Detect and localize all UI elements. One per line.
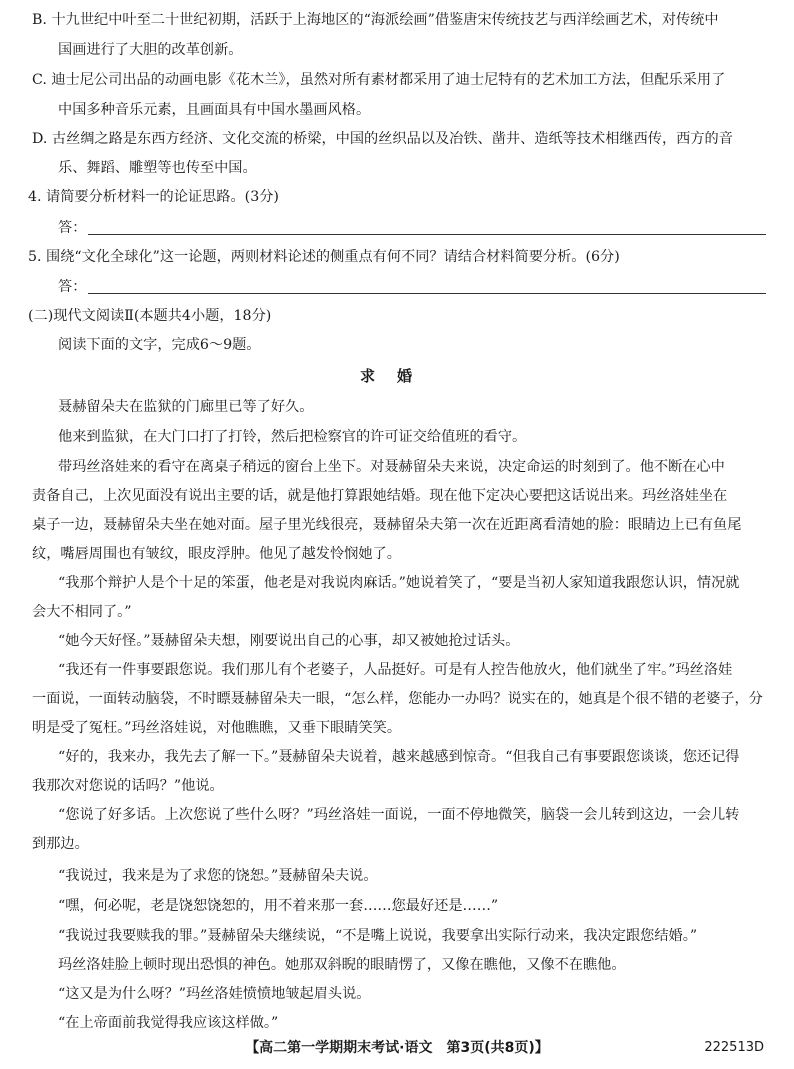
story-line: 他来到监狱，在大门口打了打铃，然后把检察官的许可证交给值班的看守。 <box>58 429 527 445</box>
section-heading: (二)现代文阅读Ⅱ(本题共4小题，18分) <box>28 308 272 324</box>
answer-label: 答： <box>58 279 87 295</box>
answer-rule <box>88 293 766 294</box>
answer-line-q5[interactable] <box>58 277 766 297</box>
option-d-line-1: D. 古丝绸之路是东西方经济、文化交流的桥梁，中国的丝织品以及冶铁、凿井、造纸等技术相继西传，西方的音 <box>32 131 733 147</box>
question-5: 5. 围绕“文化全球化”这一论题，两则材料论述的侧重点有何不同？请结合材料简要分析。(6分) <box>28 249 620 265</box>
question-4: 4. 请简要分析材料一的论证思路。(3分) <box>28 189 279 205</box>
story-line: 一面说，一面转动脑袋，不时瞟聂赫留朵夫一眼，“怎么样，您能办一办吗？说实在的，她真是个很不错的老婆子，分 <box>32 691 763 707</box>
story-line: 玛丝洛娃脸上顿时现出恐惧的神色。她那双斜睨的眼睛愣了，又像在瞧他，又像不在瞧他。 <box>58 957 626 973</box>
story-line: 聂赫留朵夫在监狱的门廊里已等了好久。 <box>58 399 314 415</box>
story-line: 桌子一边，聂赫留朵夫坐在她对面。屋子里光线很亮，聂赫留朵夫第一次在近距离看清她的脸：眼睛边上已有鱼尾 <box>32 517 742 533</box>
story-line: 到那边。 <box>32 836 89 852</box>
story-line: “好的，我来办，我先去了解一下。”聂赫留朵夫说着，越来越感到惊奇。“但我自己有事要跟您谈谈，您还记得 <box>58 749 740 765</box>
answer-line-q4[interactable] <box>58 218 766 238</box>
story-title: 求婚 <box>359 367 434 385</box>
story-line: “在上帝面前我觉得我应该这样做。” <box>58 1015 279 1031</box>
story-line: 纹，嘴唇周围也有皱纹，眼皮浮肿。他见了越发怜悯她了。 <box>32 546 401 562</box>
story-line: “嘿，何必呢，老是饶恕饶恕的，用不着来那一套……您最好还是……” <box>58 898 499 914</box>
story-line: “您说了好多话。上次您说了些什么呀？”玛丝洛娃一面说，一面不停地微笑，脑袋一会儿转到这边，一会儿转 <box>58 807 740 823</box>
story-line: “我还有一件事要跟您说。我们那儿有个老婆子，人品挺好。可是有人控告他放火，他们就坐了牢。”玛丝洛娃 <box>58 662 733 678</box>
answer-label: 答： <box>58 220 87 236</box>
option-d-line-2: 乐、舞蹈、雕塑等也传至中国。 <box>58 160 257 176</box>
option-b-line-2: 国画进行了大胆的改革创新。 <box>58 42 243 58</box>
story-line: 带玛丝洛娃来的看守在离桌子稍远的窗台上坐下。对聂赫留朵夫来说，决定命运的时刻到了。他不断在心中 <box>58 459 725 475</box>
story-line: “我说过，我来是为了求您的饶恕。”聂赫留朵夫说。 <box>58 868 378 884</box>
story-line: 责备自己，上次见面没有说出主要的话，就是他打算跟她结婚。现在他下定决心要把这话说出来。玛丝洛娃坐在 <box>32 488 728 504</box>
story-line: “这又是为什么呀？”玛丝洛娃愤愤地皱起眉头说。 <box>58 986 371 1002</box>
option-c-line-2: 中国多种音乐元素，且画面具有中国水墨画风格。 <box>58 102 371 118</box>
section-instruction: 阅读下面的文字，完成6～9题。 <box>58 337 261 353</box>
exam-code: 222513D <box>704 1040 764 1055</box>
story-line: “我说过我要赎我的罪。”聂赫留朵夫继续说，“不是嘴上说说，我要拿出实际行动来，我决定跟您结婚。” <box>58 928 698 944</box>
answer-rule <box>88 234 766 235</box>
story-line: 我那次对您说的话吗？”他说。 <box>32 778 224 794</box>
option-b-line-1: B. 十九世纪中叶至二十世纪初期，活跃于上海地区的“海派绘画”借鉴唐宋传统技艺与西洋绘画艺术，对传统中 <box>32 12 719 28</box>
story-line: “我那个辩护人是个十足的笨蛋，他老是对我说肉麻话。”她说着笑了，“要是当初人家知道我跟您认识，情况就 <box>58 575 740 591</box>
story-line: 明是受了冤枉。”玛丝洛娃说，对他瞧瞧，又垂下眼睛笑笑。 <box>32 720 402 736</box>
story-line: 会大不相同了。” <box>32 604 132 620</box>
story-line: “她今天好怪。”聂赫留朵夫想，刚要说出自己的心事，却又被她抢过话头。 <box>58 633 520 649</box>
option-c-line-1: C. 迪士尼公司出品的动画电影《花木兰》，虽然对所有素材都采用了迪士尼特有的艺术加工方法，但配乐采用了 <box>32 72 726 88</box>
page-footer: 【高二第一学期期末考试·语文 第3页(共8页)】 <box>245 1040 549 1056</box>
